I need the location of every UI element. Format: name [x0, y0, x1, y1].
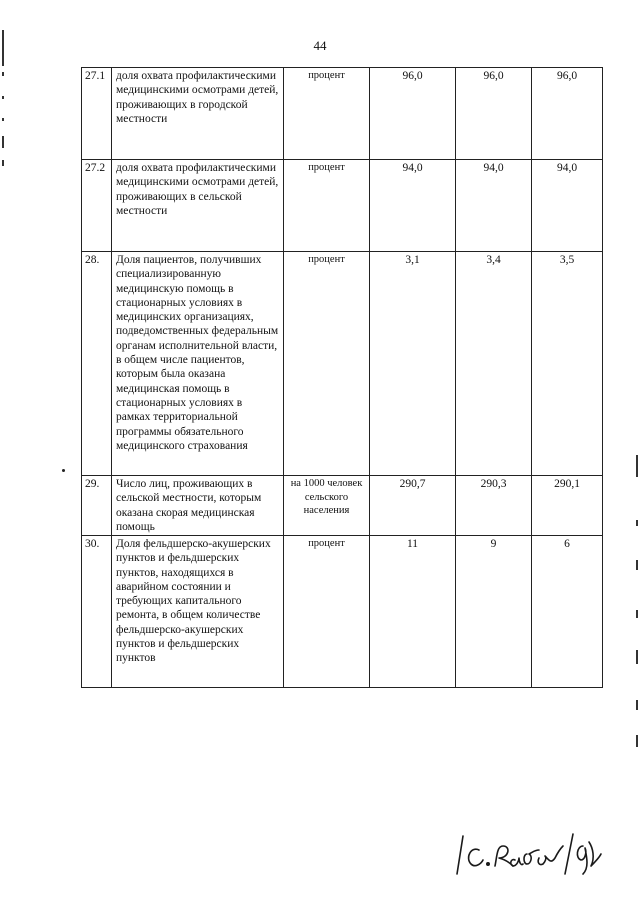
scan-edge-marks-left: [0, 0, 12, 905]
row-number: 27.1: [82, 68, 112, 160]
unit-cell: процент: [284, 160, 370, 252]
value-year-2: 9: [456, 536, 532, 688]
indicator-name: Число лиц, проживающих в сельской местности, которым оказана скорая медицинская помощь: [112, 476, 284, 536]
unit-cell: процент: [284, 536, 370, 688]
value-year-2: 3,4: [456, 252, 532, 476]
value-year-3: 96,0: [532, 68, 603, 160]
value-year-2: 96,0: [456, 68, 532, 160]
unit-cell: процент: [284, 252, 370, 476]
unit-cell: на 1000 человек сельского населения: [284, 476, 370, 536]
scan-edge-marks-right: [632, 0, 640, 905]
table-row: [82, 160, 603, 252]
value-year-3: 94,0: [532, 160, 603, 252]
scan-speck: [62, 469, 65, 472]
indicator-table: [81, 67, 603, 688]
value-year-1: 96,0: [370, 68, 456, 160]
value-year-3: 3,5: [532, 252, 603, 476]
indicator-name: Доля пациентов, получивших специализированную медицинскую помощь в стационарных условиях в медицинских организациях, подведомственных федеральным органам исполнительной власти, в общем числе пациентов, которым была оказана медицинская помощь в стационарных условиях в рамках территориальной программы обязательного медицинского страхования: [112, 252, 284, 476]
value-year-3: 6: [532, 536, 603, 688]
value-year-2: 94,0: [456, 160, 532, 252]
value-year-1: 11: [370, 536, 456, 688]
handwritten-signature: [455, 828, 605, 878]
row-number: 30.: [82, 536, 112, 688]
table-row: [82, 536, 603, 688]
row-number: 27.2: [82, 160, 112, 252]
value-year-1: 290,7: [370, 476, 456, 536]
row-number: 28.: [82, 252, 112, 476]
value-year-1: 94,0: [370, 160, 456, 252]
table-row: [82, 68, 603, 160]
indicator-name: доля охвата профилактическими медицинскими осмотрами детей, проживающих в городской местности: [112, 68, 284, 160]
value-year-2: 290,3: [456, 476, 532, 536]
indicator-name: доля охвата профилактическими медицинскими осмотрами детей, проживающих в сельской местности: [112, 160, 284, 252]
indicator-name: Доля фельдшерско-акушерских пунктов и фельдшерских пунктов, находящихся в аварийном состоянии и требующих капитального ремонта, в общем количестве фельдшерско-акушерских пунктов и фельдшерских пунктов: [112, 536, 284, 688]
row-number: 29.: [82, 476, 112, 536]
value-year-3: 290,1: [532, 476, 603, 536]
value-year-1: 3,1: [370, 252, 456, 476]
page-number: 44: [313, 38, 327, 53]
table-row: [82, 252, 603, 476]
table-row: [82, 476, 603, 536]
unit-cell: процент: [284, 68, 370, 160]
indicator-table-wrapper: [81, 67, 602, 688]
